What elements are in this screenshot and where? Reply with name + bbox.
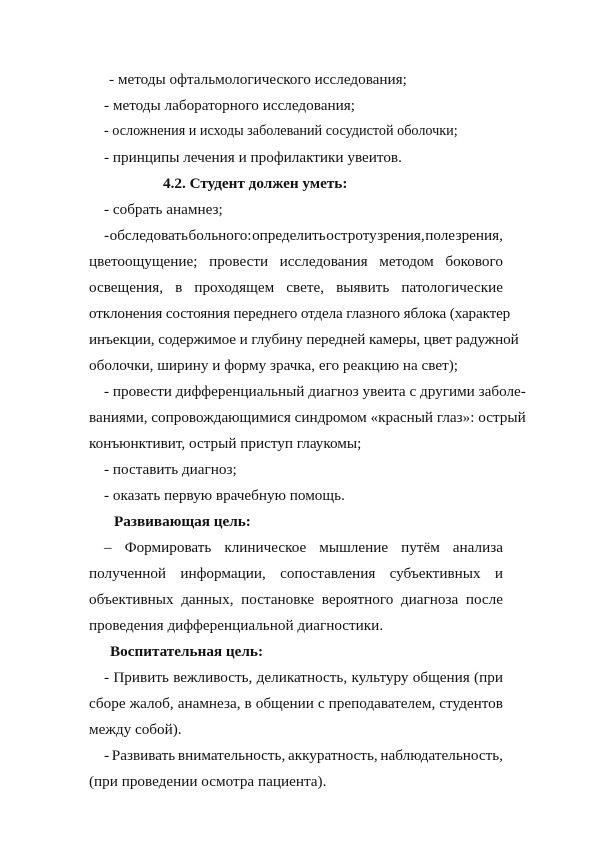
paragraph-line: между собой). (89, 721, 182, 738)
word: цветоощущение; (89, 253, 198, 270)
word: в (175, 279, 183, 296)
word: - (104, 747, 110, 764)
word: субъективных (389, 565, 481, 582)
word: свете, (286, 279, 324, 296)
word: данных, (181, 591, 234, 608)
word: деликатность, (256, 669, 348, 686)
paragraph-line (104, 668, 503, 687)
word: вежливость, (173, 669, 253, 686)
word: зрения, (455, 227, 503, 244)
word: культуру (351, 669, 409, 686)
word: Развивать (111, 747, 176, 764)
word: бокового (445, 253, 503, 270)
word: анализа (452, 539, 503, 556)
section-heading: 4.2. Студент должен уметь: (163, 175, 348, 192)
word: зрения, (377, 227, 425, 244)
word: студентов (439, 695, 503, 712)
paragraph-line (89, 590, 503, 609)
word: объективных (89, 591, 174, 608)
paragraph-line (104, 538, 503, 557)
word: наблюдательность, (380, 747, 503, 764)
word: жалоб, (129, 695, 174, 712)
word: остроту (326, 227, 377, 244)
list-item: - поставить диагноз; (104, 461, 237, 478)
word: преподавателем, (328, 695, 436, 712)
paragraph-line: проведения дифференциальной диагностики. (89, 617, 384, 634)
paragraph-line (89, 252, 503, 271)
word: сопоставления (280, 565, 376, 582)
word: патологические (401, 279, 503, 296)
word: и (494, 565, 503, 582)
word: определить (252, 227, 326, 244)
paragraph-line (89, 278, 503, 297)
paragraph-line (104, 746, 503, 765)
paragraph-line: - провести дифференциальный диагноз увеита с другими заболе- (104, 383, 526, 400)
word: клиническое (224, 539, 307, 556)
word: методом (379, 253, 434, 270)
word: с (317, 695, 325, 712)
word: полученной (89, 565, 167, 582)
word: больного: (188, 227, 252, 244)
paragraph-line: оболочки, ширину и форму зрачка, его реакцию на свет); (89, 357, 459, 374)
word: сборе (89, 695, 126, 712)
section-heading: Воспитательная цель: (110, 643, 264, 660)
word: диагноза (400, 591, 459, 608)
word: исследования (279, 253, 368, 270)
word: - (104, 669, 110, 686)
word: общении (255, 695, 314, 712)
list-item: - осложнения и исходы заболеваний сосудистой оболочки; (104, 123, 458, 139)
word: мышление (319, 539, 389, 556)
word: – (104, 539, 112, 556)
paragraph-line: инъекции, содержимое и глубину передней камеры, цвет радужной (89, 331, 519, 348)
paragraph-line: (при проведении осмотра пациента). (89, 773, 327, 790)
word: путём (401, 539, 440, 556)
paragraph-line (89, 564, 503, 583)
paragraph-line: отклонения состояния переднего отдела глазного яблока (характер (89, 305, 511, 322)
word: вероятного (321, 591, 394, 608)
list-item: - оказать первую врачебную помощь. (104, 487, 345, 504)
word: внимательность, (177, 747, 286, 764)
word: Привить (113, 669, 169, 686)
word: Формировать (124, 539, 212, 556)
word: обследовать (109, 227, 188, 244)
list-item: - собрать анамнез; (104, 201, 223, 218)
list-item: - принципы лечения и профилактики увеитов. (104, 149, 402, 166)
word: поле (425, 227, 456, 244)
list-item: - методы лабораторного исследования; (104, 97, 355, 114)
word: постановке (241, 591, 315, 608)
paragraph-line: конъюнктивит, острый приступ глаукомы; (89, 435, 362, 452)
word: в (244, 695, 252, 712)
word: (при (474, 669, 503, 686)
word: провести (209, 253, 269, 270)
paragraph-line: ваниями, сопровождающимися синдромом «красный глаз»: острый (89, 409, 526, 426)
paragraph-line (89, 694, 503, 713)
word: выявить (336, 279, 390, 296)
word: проходящем (194, 279, 275, 296)
word: освещения, (89, 279, 164, 296)
section-heading: Развивающая цель: (114, 513, 251, 530)
word: анамнеза, (177, 695, 241, 712)
paragraph-line (104, 226, 503, 245)
list-item: - методы офтальмологического исследования; (109, 71, 407, 88)
word: аккуратность, (288, 747, 378, 764)
word: информации, (180, 565, 266, 582)
word: общения (412, 669, 470, 686)
word: после (465, 591, 503, 608)
word: - (104, 227, 110, 244)
